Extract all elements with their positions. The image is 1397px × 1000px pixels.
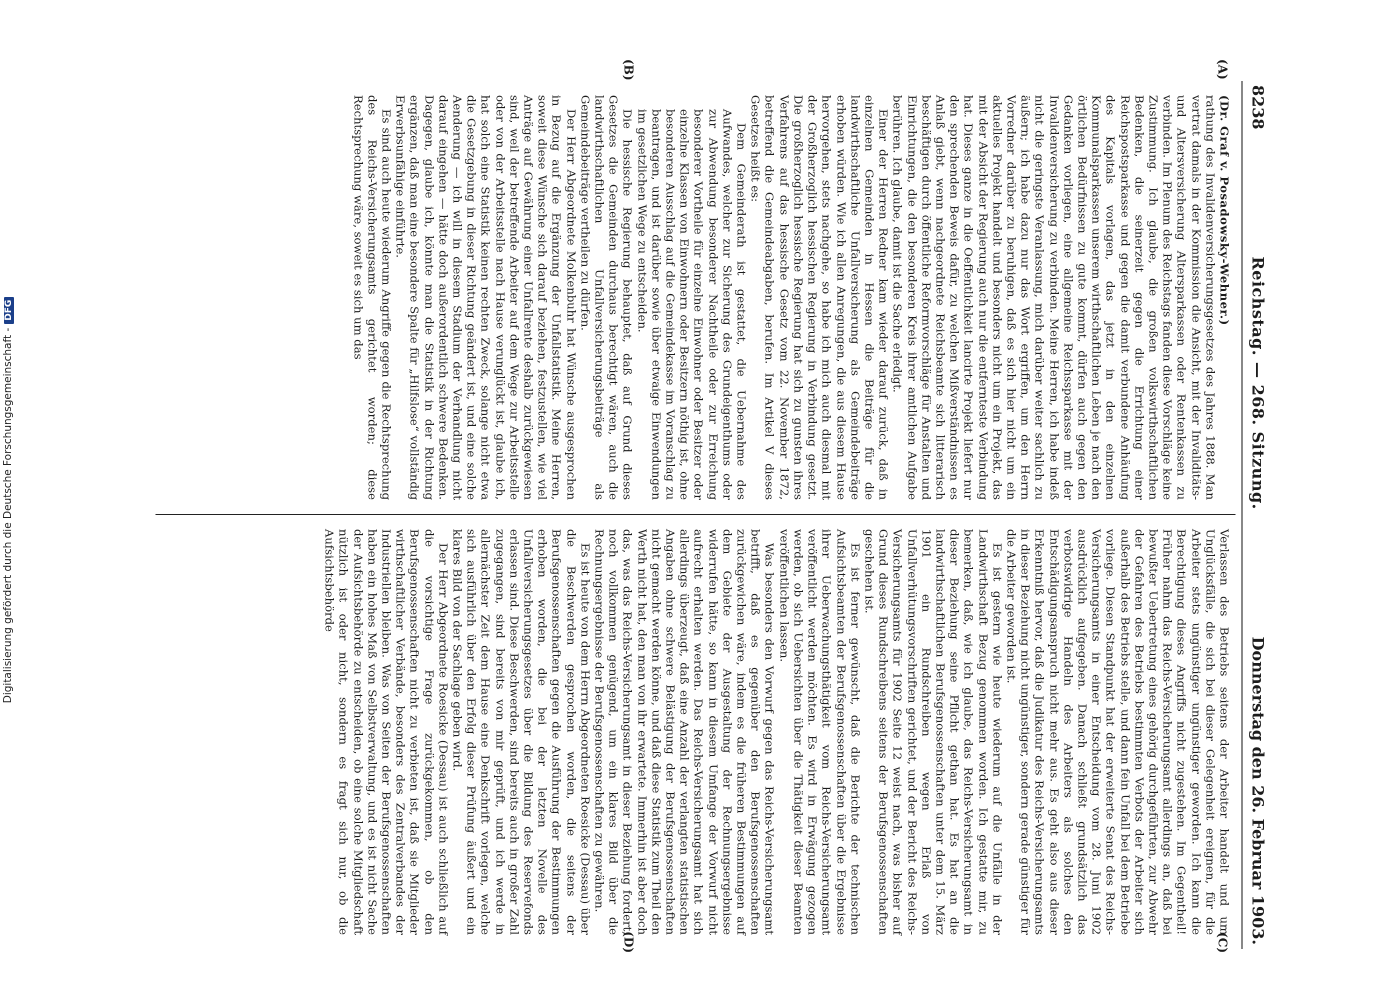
paragraph: Es sind auch heute wiederum Angriffe gegen die Rechtsprechung des Reichs-Versicherungsamts gerichtet worden; diese Rechtsprechung wäre, soweit es sich um das [350, 95, 394, 500]
digitization-text: Digitalisierung gefördert durch die Deutsche Forschungsgemeinschaft - [2, 327, 14, 704]
digitization-note [0, 0, 16, 1000]
paragraph: Der Herr Abgeordnete Roesicke (Dessau) ist auch schließlich auf die vorsichtige Frage zurückgekommen, ob den Berufsgenossenschaften nicht zu verbieten ist, daß sie Mitglieder wirthschaftlicher Verbände, besonders des Zentralverbandes der Industriellen bleiben. Was von Seiten der Berufsgenossenschaften haben ein hohes Maß von Selbstverwaltung, und es ist nicht Sache der Aufsichtsbehörde zu entscheiden, ob eine solche Mitgliedschaft nützlich ist oder nicht, sondern es fragt sich nur, ob die Aufsichtsbehörde [322, 529, 450, 935]
paragraph: Es ist heute von dem Herrn Abgeordneten Roesicke (Dessau) über die Beschwerden gesprochen worden, die seitens der Berufsgenossenschaften gegen die Ausführung der Bestimmungen erhoben worden, die bei der letzten Novelle des Unfallversicherungsgesetzes über die Bildung des Reservefonds erlassen sind. Diese Beschwerden, sind bereits auch in großer Zahl zugegangen, sind bereits von mir geprüft, und ich werde in allernächster Zeit dem Hause eine Denkschrift vorlegen, welche sich ausführlich über den Erfolg dieser Prüfung äußert und ein klares Bild von der Sachlage geben wird. [450, 529, 592, 935]
margin-mark-c: (C) [1215, 932, 1229, 953]
margin-mark-d: (D) [621, 931, 635, 953]
page-header [1241, 81, 1267, 949]
paragraph: Der Herr Abgeordnete Molkenbuhr hat Wünsche ausgesprochen in Bezug auf die Ergänzung der Unfallstatistik. Meine Herren, soweit diese Wünsche sich darauf beziehen, festzustellen, wie viel Anträge auf Gewährung einer Unfallrente deshalb zurückgewiesen sind, weil der betreffende Arbeiter auf dem Wege zur Arbeitsstelle oder von der Arbeitsstelle nach Hause verunglückt ist, glaube ich, hat solch eine Statistik keinen rechten Zweck, solange nicht etwa die Gesetzgebung in dieser Richtung geändert ist, und eine solche Aenderung — ich will in diesem Stadium der Verhandlung nicht darauf eingehen — hätte doch außerordentlich schwere Bedenken. Dagegen, glaube ich, könnte man die Statistik in der Richtung ergänzen, daß man eine besondere Spalte für „Hilfslose“ vollständig Erwerbsunfähige einführte. [393, 95, 578, 500]
paragraph: rathung des Invalidenversicherungsgesetzes des Jahres 1888. Man vertrat damals in der Kommission die Ansicht, mit der Invaliditäts- und Altersversicherung Altersparkassen oder Rentenkassen zu verbinden. Im Plenum des Reichstags fanden diese Vorschläge keine Zustimmung. Ich glaube, die großen volkswirthschaftlichen Bedenken, die seinerzeit gegen die Errichtung einer Reichspostsparkasse und gegen die damit verbundene Anhäufung des Kapitals vorlagen, das jetzt in den einzelnen Kommunalsparkassen unserem wirthschaftlichen Leben je nach den örtlichen Bedürfnissen zu gute kommt, dürfen auch gegen den Gedanken vorliegen, eine allgemeine Reichssparkasse mit der Invalidenversicherung zu verbinden. Meine Herren, ich habe indeß nicht die geringste Veranlassung, mich darüber weiter sachlich zu äußern; ich habe dazu nur das Wort ergriffen, um den Herrn Vorredner darüber zu beruhigen, daß es sich hier nicht um ein aktuelles Projekt handelt und besonders nicht um ein Projekt, das mit der Absicht der Regierung auch nur die entfernteste Verbindung hat. Dieses ganze in die Oeffentlichkeit lancirte Projekt liefert nur den sprechenden Beweis dafür, zu welchen Mißverständnissen es Anlaß giebt, wenn nachgeordnete Reichsbeamte sich litterarisch beschäftigen durch öffentliche Reformvorschläge für Anstalten und Einrichtungen, die den besonderen Kreis ihrer amtlichen Aufgabe berühren. Ich glaube, damit ist die Sache erledigt. [890, 95, 1217, 500]
margin-mark-b: (B) [621, 59, 635, 81]
margin-mark-a: (A) [1215, 59, 1229, 80]
left-column [155, 59, 1235, 515]
paragraph: Es ist ferner gewünscht, daß die Berichte der technischen Aufsichtsbeamten der Berufsgenossenschaften über die Ergebnisse ihrer Ueberwachungsthätigkeit vom Reichs-Versicherungsamt veröffentlicht werden möchten. Es wird in Erwägung gezogen werden, ob sich Uebersichten über die Thätigkeit dieser Beamten veröffentlichen lassen. [776, 529, 862, 935]
header-title: Reichstag. — 268. Sitzung. [1248, 256, 1267, 510]
page-number: 8238 [1248, 85, 1267, 130]
dfg-logo: DFG [4, 297, 14, 324]
paragraph: Dem Gemeinderath ist gestattet, die Uebernahme des Aufwandes, welcher zur Sicherung des Grundeigenthums oder zur Abwendung besonderer Nachtheile oder zur Erreichung besonderer Vortheile für einzelne Einwohner oder Besitzer oder einzelne Klassen von Einwohnern oder Besitzern nöthig ist, ohne besonderen Ausschlag auf die Gemeindekasse im Voranschlag zu beantragen, und ist darüber sowie über etwaige Einwendungen im gesetzlichen Wege zu entscheiden. [634, 109, 749, 500]
paragraph: Einer der Herren Redner kam wieder darauf zurück, daß in einzelnen Gemeinden in Hessen die Beiträge für die landwirthschaftliche Unfallversicherung als Gemeindebeiträge erhoben würden. Wie ich allen Anregungen, die aus diesem Hause hervorgehen, stets nachgehe, so habe ich mich auch diesmal mit der Großherzoglich hessischen Regierung in Verbindung gesetzt. Die großherzoglich hessische Regierung hat sich zu gunsten ihres Verfahrens auf das hessische Gesetz vom 22. November 1872, betreffend die Gemeindeabgaben, berufen. Im Artikel V dieses Gesetzes heißt es: [748, 95, 891, 500]
paragraph: Es ist gestern wie heute wiederum auf die Unfälle in der Landwirthschaft Bezug genommen worden. Ich gestatte mir, zu bemerken, daß, wie ich glaube, das Reichs-Versicherungsamt in dieser Beziehung seine Pflicht gethan hat. Es hat an die landwirthschaftlichen Berufsgenossenschaften unter dem 15. März 1901 ein Rundschreiben wegen Erlaß von Unfallverhütungsvorschriften gerichtet, und der Bericht des Reichs-Versicherungsamts für 1902 Seite 12 weist nach, was bisher auf Grund dieses Rundschreibens seitens der Berufsgenossenschaften geschehen ist. [861, 529, 1004, 935]
text-columns [155, 59, 1235, 953]
paragraph: Was besonders den Vorwurf gegen das Reichs-Versicherungsamt betrifft, daß es gegenüber den Berufsgenossenschaften zurückgewichen wäre, indem es die früheren Bestimmungen auf dem Gebiete der Ausgestaltung der Rechnungsergebnisse widerrufen hätte, so kann in diesem Umfange der Vorwurf nicht aufrecht erhalten werden. Das Reichs-Versicherungsamt hat sich allerdings überzeugt, daß eine Anzahl der verlangten statistischen Angaben ohne schwere Belästigung der Berufsgenossenschaften nicht gemacht werden könne, und daß diese Statistik zum Theil den Werth nicht hat, den man von ihr erwartete. Immerhin ist aber doch das, was das Reichs-Versicherungsamt in dieser Beziehung fordert, noch vollkommen genügend, um ein klares Bild über die Rechnungsergebnisse der Berufsgenossenschaften zu gewähren. [592, 529, 777, 935]
scanned-page [120, 55, 1285, 975]
header-date: Donnerstag den 26. Februar 1903. [1248, 636, 1267, 945]
paragraph: Die hessische Regierung behauptet, daß auf Grund dieses Gesetzes die Gemeinden durchaus berechtigt wären, auch die landwirthschaftlichen Unfallversicherungsbeiträge als Gemeindebeiträge vertheilen zu dürfen. [577, 95, 635, 500]
paragraph: Verlassen des Betriebs seitens der Arbeiter handelt und um Unglücksfälle, die sich bei dieser Gelegenheit ereignen, für die Arbeiter stets ungünstiger ungünstiger geworden. Ich kann die Berechtigung dieses Angriffs nicht zugestehen. Im Gegentheil! Früher nahm das Reichs-Versicherungsamt allerdings an, daß bei bewußter Uebertretung eines gehörig durchgeführten, zur Abwehr der Gefahren des Betriebs bestimmten Verbots der Arbeiter sich außerhalb des Betriebs stelle, und dann fein Unfall bei dem Betriebe vorliege. Diesen Standpunkt hat der erweiterte Senat des Reichs-Versicherungsamts in einer Entscheidung vom 28. Juni 1902 ausdrücklich aufgegeben. Danach schließt grundsätzlich das verbotswidrige Handeln des Arbeiters als solches den Entschädigungsanspruch nicht mehr aus. Es geht also aus dieser Erkenntniß hervor, daß die Judikatur des Reichs-Versicherungsamts in dieser Beziehung nicht ungünstiger, sondern gerade günstiger für die Arbeiter geworden ist. [1003, 529, 1231, 935]
right-column [155, 515, 1235, 953]
speaker-line: (Dr. Graf v. Posadowsky-Wehner.) [1217, 95, 1231, 326]
